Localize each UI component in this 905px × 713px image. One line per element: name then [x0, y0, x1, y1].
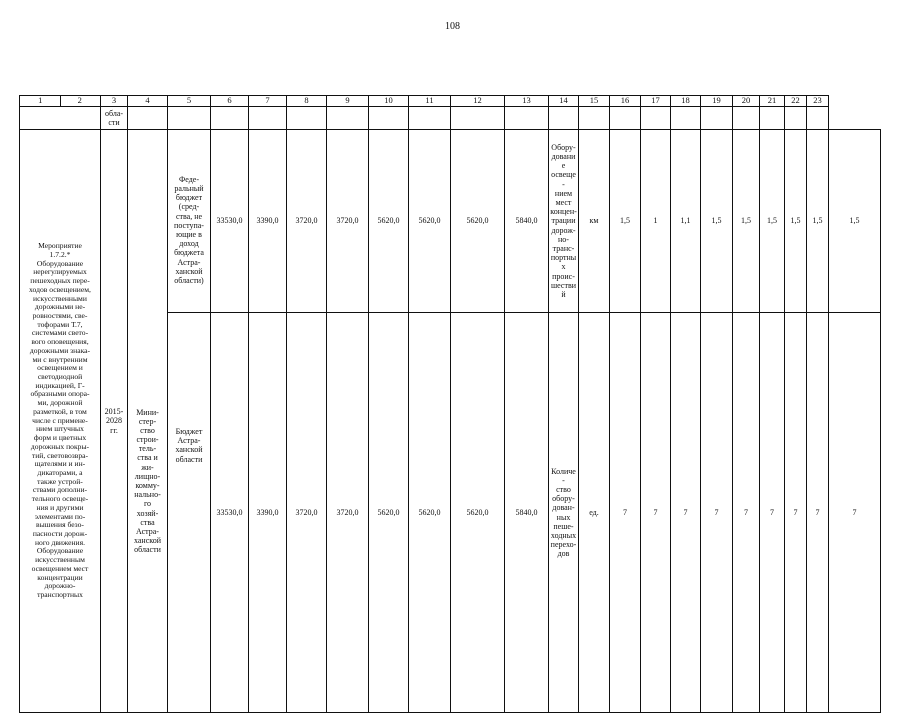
funding-source-cell: Бюджет Астра- ханской области [168, 313, 211, 713]
header-cell-5: 5 [168, 96, 211, 107]
measure-description-cell: Мероприятие 1.7.2.* Оборудование нерегулируемых пешеходных пере- ходов освещением, искусственными дорожными не- ровностями, све- тофорами Т.7, системами свето- вого оповещения, дорожными знака- ми с внутренним освещением и светодиодной индикацией, Г- образными опора- ми, дорожной разметкой, в том числе с примене- нием штучных форм и цветных дорожных покры- тий, световозвра- щателями и ин- дикаторами, а также устрой- ствами дополни- тельного освеще- ния и другими элементами по- вышения безо- пасности дорож- ного движения. Оборудование искусственным освещением мест концентрации дорожно- транспортных [20, 130, 101, 713]
target-value: 7 [807, 313, 829, 713]
header-cell-15: 15 [579, 96, 610, 107]
column-number-row [20, 96, 881, 107]
target-value: 7 [785, 313, 807, 713]
header-cell-1-2 [20, 96, 101, 107]
header-cell-2: 2 [77, 95, 82, 106]
amount-year: 3390,0 [249, 313, 287, 713]
header-cell-4: 4 [128, 96, 168, 107]
header-cell-21: 21 [760, 96, 785, 107]
empty-cell [610, 107, 641, 130]
amount-total: 33530,0 [211, 130, 249, 313]
header-cell-3: 3 [101, 96, 128, 107]
empty-cell [671, 107, 701, 130]
continuation-row [20, 107, 881, 130]
page-number: 108 [445, 21, 460, 32]
target-value: 7 [701, 313, 733, 713]
header-cell-22: 22 [785, 96, 807, 107]
header-cell-18: 18 [671, 96, 701, 107]
target-value: 7 [760, 313, 785, 713]
amount-year: 5620,0 [369, 130, 409, 313]
empty-cell [211, 107, 249, 130]
target-value: 1,5 [610, 130, 641, 313]
amount-year: 3720,0 [287, 313, 327, 713]
header-cell-1: 1 [21, 96, 61, 106]
header-cell-9: 9 [327, 96, 369, 107]
target-value: 1,5 [701, 130, 733, 313]
target-value: 1,5 [785, 130, 807, 313]
header-cell-12: 12 [451, 96, 505, 107]
empty-cell [451, 107, 505, 130]
amount-year: 3720,0 [327, 130, 369, 313]
unit-cell: ед. [579, 313, 610, 713]
empty-cell [641, 107, 671, 130]
empty-cell [549, 107, 579, 130]
empty-cell [733, 107, 760, 130]
empty-cell [807, 107, 829, 130]
header-cell-19: 19 [701, 96, 733, 107]
empty-cell [369, 107, 409, 130]
amount-year: 5840,0 [505, 313, 549, 713]
target-value: 1,1 [671, 130, 701, 313]
amount-year: 5840,0 [505, 130, 549, 313]
executor-cell [128, 130, 168, 713]
amount-year: 5620,0 [409, 130, 451, 313]
empty-cell [785, 107, 807, 130]
target-value: 1 [641, 130, 671, 313]
header-cell-7: 7 [249, 96, 287, 107]
header-cell-23: 23 [807, 96, 829, 107]
target-value: 7 [829, 313, 881, 713]
amount-year: 5620,0 [451, 130, 505, 313]
region-fragment-cell: обла- сти [101, 107, 128, 130]
header-cell-17: 17 [641, 96, 671, 107]
empty-cell [249, 107, 287, 130]
header-cell-14: 14 [549, 96, 579, 107]
empty-cell [579, 107, 610, 130]
empty-cell [505, 107, 549, 130]
header-cell-8: 8 [287, 96, 327, 107]
target-value: 7 [671, 313, 701, 713]
target-value: 7 [610, 313, 641, 713]
empty-cell [701, 107, 733, 130]
target-value: 1,5 [829, 130, 881, 313]
unit-cell: км [579, 130, 610, 313]
indicator-cell: Обору- дование освеще- нием мест концен- трации дорож- но- транс- портных проис- шествий [549, 130, 579, 313]
empty-cell [760, 107, 785, 130]
target-value: 1,5 [760, 130, 785, 313]
executor-text: Мини- стер- ство строи- тель- ства и жи- лищно- комму- нально- го хозяй- ства Астра- ханской области [133, 407, 162, 555]
empty-cell [168, 107, 211, 130]
empty-cell [327, 107, 369, 130]
header-cell-13: 13 [505, 96, 549, 107]
indicator-cell: Количе- ство обору- дован- ных пеше- ходных перехо- дов [549, 313, 579, 713]
empty-cell [409, 107, 451, 130]
target-value: 7 [641, 313, 671, 713]
program-measures-table [19, 95, 881, 713]
amount-year: 3390,0 [249, 130, 287, 313]
amount-year: 3720,0 [327, 313, 369, 713]
empty-cell [20, 107, 101, 130]
header-cell-20: 20 [733, 96, 760, 107]
amount-year: 5620,0 [409, 313, 451, 713]
target-value: 1,5 [733, 130, 760, 313]
header-cell-6: 6 [211, 96, 249, 107]
empty-cell [128, 107, 168, 130]
amount-total: 33530,0 [211, 313, 249, 713]
table-row [20, 130, 881, 313]
amount-year: 5620,0 [369, 313, 409, 713]
period-cell: 2015- 2028 гг. [101, 130, 128, 713]
header-cell-16: 16 [610, 96, 641, 107]
amount-year: 3720,0 [287, 130, 327, 313]
amount-year: 5620,0 [451, 313, 505, 713]
funding-source-cell: Феде- ральный бюджет (сред- ства, не поступа- ющие в доход бюджета Астра- ханской области) [168, 130, 211, 313]
empty-cell [287, 107, 327, 130]
header-cell-10: 10 [369, 96, 409, 107]
target-value: 7 [733, 313, 760, 713]
header-cell-11: 11 [409, 96, 451, 107]
target-value: 1,5 [807, 130, 829, 313]
